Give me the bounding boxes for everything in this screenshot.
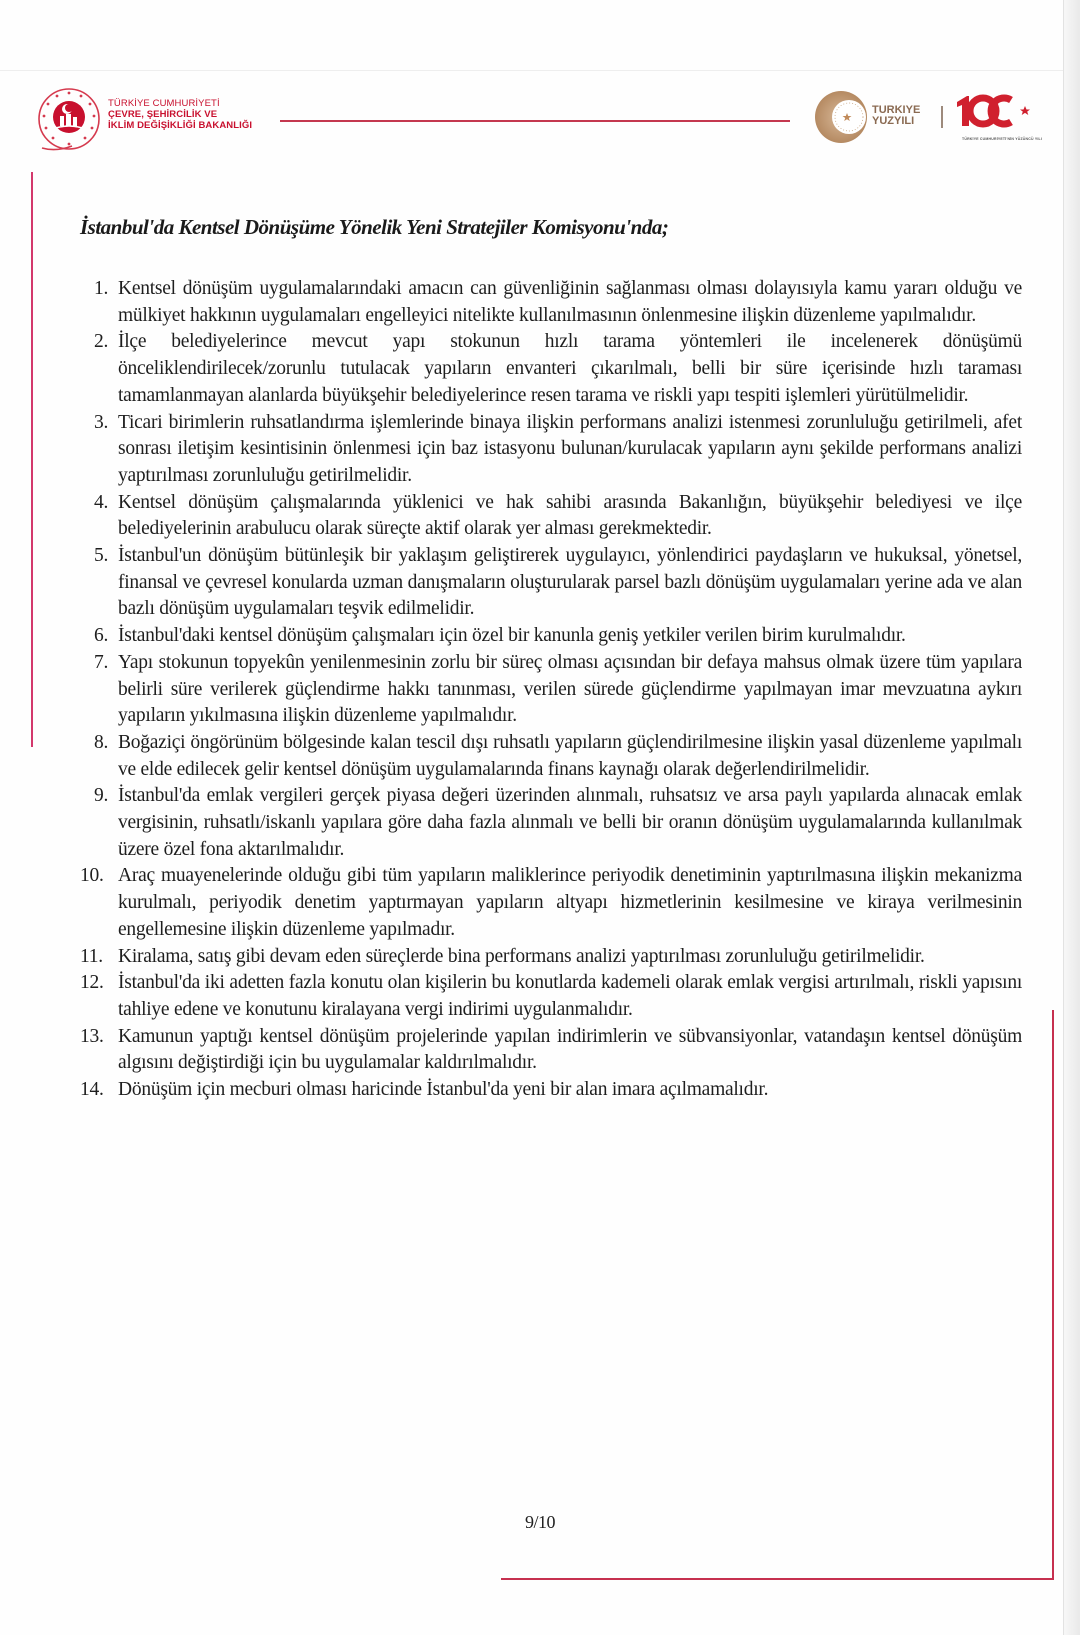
item-text: Kentsel dönüşüm uygulamalarındaki amacın can güvenliğinin sağlanması olması dolayısıyla kamu yararı olduğu ve mülkiyet hakkının uygulamaları engelleyici nitelikte kullanılmasının önlenmesine ilişkin düzenleme yapılmalıdır.: [118, 278, 1022, 326]
right-margin-line: [1052, 1010, 1054, 1580]
item-text: İstanbul'da emlak vergileri gerçek piyasa değeri üzerinden alınmalı, ruhsatsız ve arsa paylı yapılarda alınacak emlak vergisinin, ruhsatlı/iskanlı yapılara göre daha fazla alınmalı ve belli bir oranın dönüşüm uygulamalarında kullanılmak üzere özel fona aktarılmalıdır.: [118, 785, 1022, 860]
item-text: Yapı stokunun topyekûn yenilenmesinin zorlu bir süreç olması açısından bir defaya mahsus olmak üzere tüm yapılara belirli süre verilerek güçlendirme hakkı tanınması, verilen sürede güçlendirme yapılmayan imar mevzuatına aykırı yapıların yıkılmasına ilişkin düzenleme yapılmalıdır.: [118, 651, 1022, 727]
list-item: [80, 329, 1022, 409]
item-number: 11.: [80, 945, 103, 967]
list-item: [80, 543, 1022, 623]
recommendations-list: [80, 276, 1022, 1104]
letterhead: [0, 80, 1080, 170]
header-divider: [280, 120, 790, 122]
item-number: 14.: [80, 1079, 104, 1101]
list-item: [80, 863, 1022, 943]
scan-edge-top: [0, 70, 1064, 71]
hundred-years-logo-icon: [955, 94, 1035, 128]
item-number: 1.: [94, 278, 109, 299]
list-item: [80, 783, 1022, 863]
item-number: 6.: [94, 625, 109, 647]
page-number: 9/10: [524, 1512, 555, 1532]
item-number: 5.: [94, 545, 109, 567]
century-line1: TURKIYE: [872, 104, 921, 116]
list-item: [80, 970, 1022, 1023]
left-margin-line: [31, 172, 33, 747]
item-text: Boğaziçi öngörünüm bölgesinde kalan tescil dışı ruhsatlı yapıların güçlendirilmesine ilişkin yasal düzenleme yapılmalı ve elde edilecek gelir kentsel dönüşüm uygulamalarında finans kaynağı olarak değerlendirilmelidir.: [118, 731, 1022, 780]
ministry-name: [108, 98, 252, 131]
ministry-name-line2: ÇEVRE, ŞEHİRCİLİK VE: [108, 109, 218, 120]
item-text: Dönüşüm için mecburi olması haricinde İstanbul'da yeni bir alan imara açılmamalıdır.: [118, 1079, 769, 1101]
item-number: 9.: [94, 785, 109, 807]
list-item: [80, 650, 1022, 730]
item-number: 12.: [80, 972, 104, 994]
document-title: İstanbul'da Kentsel Dönüşüme Yönelik Yeni Stratejiler Komisyonu'nda;: [80, 215, 669, 239]
turkiye-yuzyili-text: [872, 105, 920, 127]
item-text: Kentsel dönüşüm çalışmalarında yüklenici ve hak sahibi arasında Bakanlığın, büyükşehir belediyesi ve ilçe belediyelerinin arabulucu olarak süreçte aktif olarak yer alması gerekmektedir.: [118, 491, 1022, 540]
logo-separator: [941, 106, 943, 128]
list-item: [80, 276, 1022, 329]
item-text: Araç muayenelerinde olduğu gibi tüm yapıların maliklerince periyodik denetiminin yaptırılmasına ilişkin mekanizma kurulmalı, periyodik denetim yaptırmayan yapıların altyapı hizmetlerinin kesilmesine ve kiraya verilmesinin engellemesine ilişkin düzenleme yapılmadır.: [118, 865, 1022, 940]
list-item: [80, 944, 1022, 971]
ministry-name-line3: İKLİM DEĞİŞİKLİĞİ BAKANLIĞI: [108, 120, 253, 131]
item-number: 8.: [94, 731, 109, 753]
item-number: 7.: [94, 651, 109, 673]
list-item: [80, 623, 1022, 650]
item-text: Kiralama, satış gibi devam eden süreçlerde bina performans analizi yaptırılması zorunluluğu getirilmelidir.: [118, 945, 925, 967]
list-item: [80, 490, 1022, 543]
century-line2: YUZYILI: [872, 115, 915, 127]
item-number: 4.: [94, 491, 109, 513]
item-number: 3.: [94, 411, 109, 433]
item-text: Ticari birimlerin ruhsatlandırma işlemlerinde binaya ilişkin performans analizi istenmesi zorunluluğu getirilmeli, afet sonrası iletişim kesintisinin önlenmesi için baz istasyonu bulunan/kurulacak yapıların aynı şekilde performans analizi yaptırılması zorunluluğu getirilmelidir.: [118, 411, 1022, 486]
list-item: [80, 1024, 1022, 1077]
item-number: 10.: [80, 865, 104, 887]
hundred-caption: TÜRKİYE CUMHURİYETİ'NİN YÜZÜNCÜ YILI: [962, 137, 1043, 141]
list-item: [80, 1077, 1022, 1104]
footer-divider: [501, 1578, 1054, 1580]
item-text: İstanbul'daki kentsel dönüşüm çalışmaları için özel bir kanunla geniş yetkiler verilen birim kurulmalıdır.: [118, 625, 906, 647]
item-text: Kamunun yaptığı kentsel dönüşüm projelerinde yapılan indirimlerin ve sübvansiyonlar, vatandaşın kentsel dönüşüm algısını değiştirdiği için bu uygulamalar kaldırılmalıdır.: [118, 1025, 1022, 1074]
scan-edge-right: [1063, 0, 1080, 1635]
item-number: 13.: [80, 1025, 104, 1047]
list-item: [80, 410, 1022, 490]
crescent-star-icon: [812, 88, 870, 146]
item-number: 2.: [94, 331, 109, 353]
list-item: [80, 730, 1022, 783]
item-text: İlçe belediyelerince mevcut yapı stokunun hızlı tarama yöntemleri ile incelenerek dönüşümü önceliklendirilecek/zorunlu tutulacak yapıların envanteri çıkarılmalı, belli bir süre içerisinde hızlı taraması tamamlanmayan alanlarda büyükşehir belediyelerince resen tarama ve riskli yapı tespiti işlemleri yürütülmelidir.: [118, 331, 1022, 406]
ministry-emblem-icon: [36, 86, 102, 156]
ministry-name-line1: TÜRKİYE CUMHURİYETİ: [108, 98, 220, 109]
item-text: İstanbul'da iki adetten fazla konutu olan kişilerin bu konutlarda kademeli olarak emlak vergisi artırılmalı, riskli yapısını tahliye edene ve konutunu kiralayana vergi indirimi uygulanmalıdır.: [118, 972, 1022, 1020]
item-text: İstanbul'un dönüşüm bütünleşik bir yaklaşım geliştirerek uygulayıcı, yönlendirici paydaşların ve hukuksal, yönetsel, finansal ve çevresel konularda uzman danışmaların oluşturularak parsel bazlı dönüşüm uygulamaları yerine ada ve alan bazlı dönüşüm uygulamaları teşvik edilmelidir.: [118, 545, 1022, 620]
